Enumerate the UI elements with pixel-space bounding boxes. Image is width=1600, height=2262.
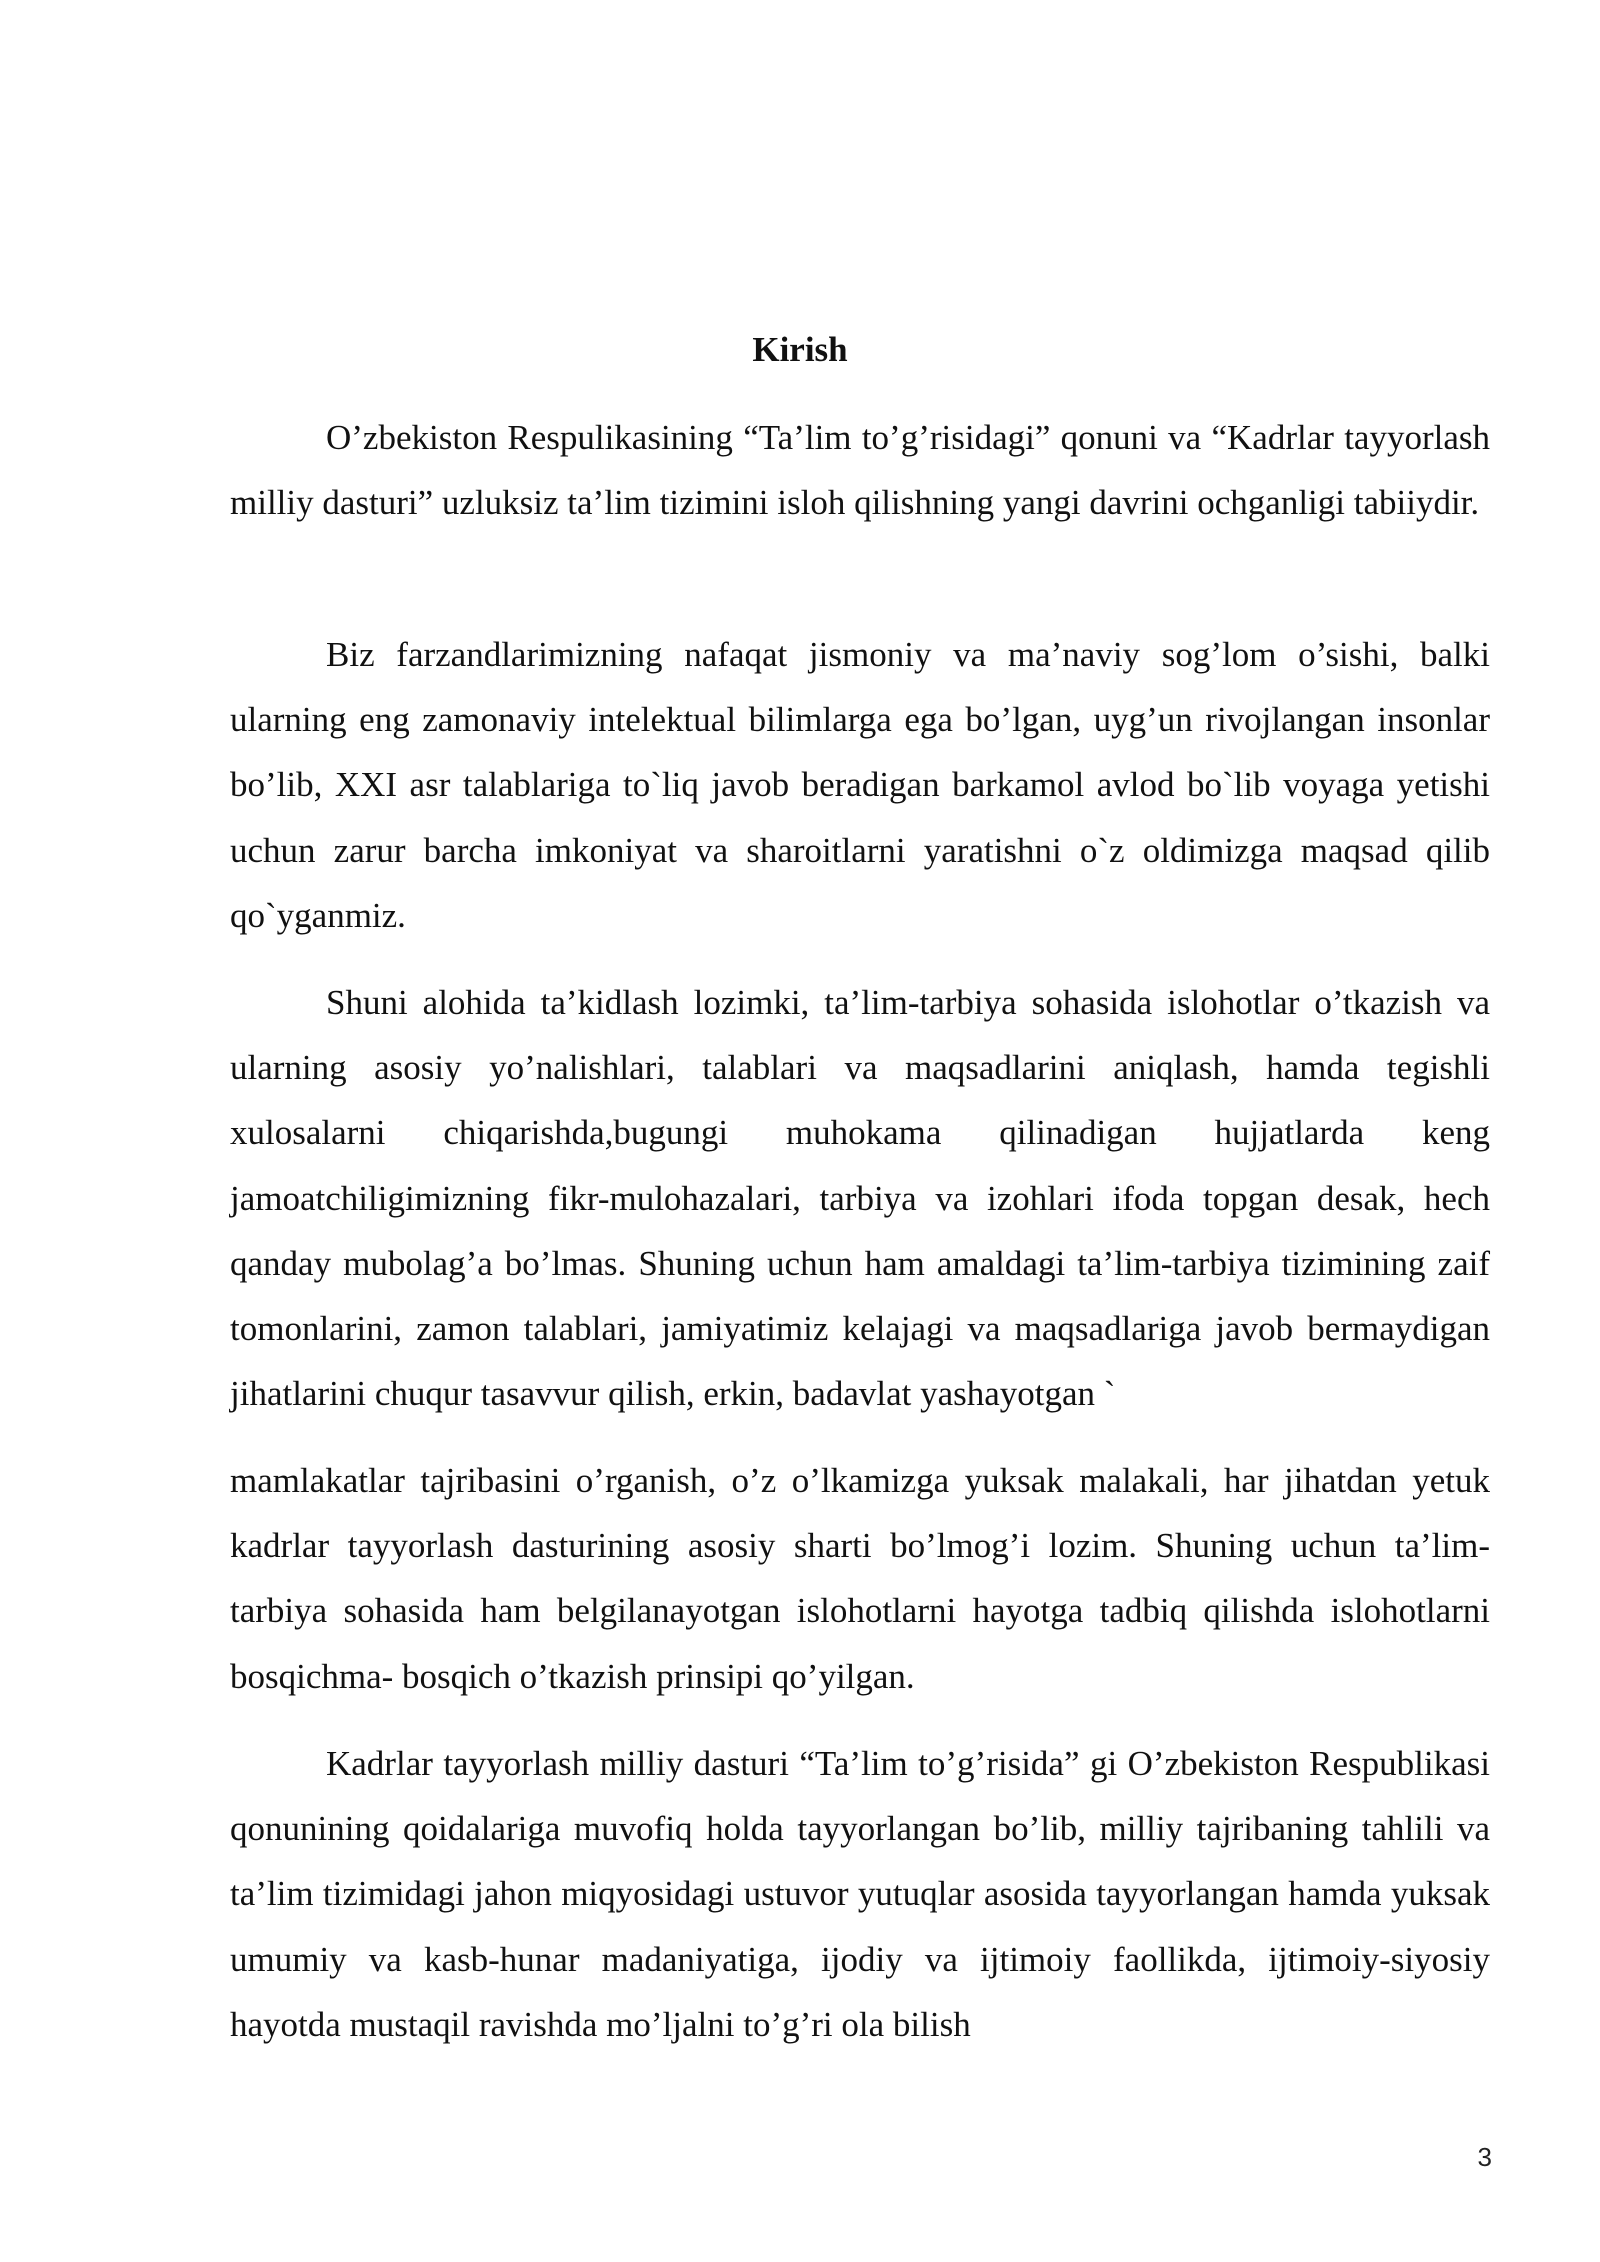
paragraph-4-continuation: mamlakatlar tajribasini o’rganish, o’z o’lkamizga yuksak malakali, har jihatdan yetuk kadrlar tayyorlash dasturining asosiy sharti bo’lmog’i lozim. Shuning uchun ta’lim-tarbiya sohasida ham belgilanayotgan islohotlarni hayotga tadbiq qilishda islohotlarni bosqichma- bosqich o’tkazish prinsipi qo’yilgan. [230,1461,1490,1696]
paragraph-5: Kadrlar tayyorlash milliy dasturi “Ta’lim to’g’risida” gi O’zbekiston Respublikasi qonunining qoidalariga muvofiq holda tayyorlangan bo’lib, milliy tajribaning tahlili va ta’lim tizimidagi jahon miqyosidagi ustuvor yutuqlar asosida tayyorlangan hamda yuksak umumiy va kasb-hunar madaniyatiga, ijodiy va ijtimoiy faollikda, ijtimoiy-siyosiy hayotda mustaqil ravishda mo’ljalni to’g’ri ola bilish [230,1744,1490,2044]
page-number: 3 [1477,2142,1492,2172]
paragraph-1: O’zbekiston Respulikasining “Ta’lim to’g’risidagi” qonuni va “Kadrlar tayyorlash milliy dasturi” uzluksiz ta’lim tizimini isloh qilishning yangi davrini ochganligi tabiiydir. [230,418,1490,523]
paragraph-3: Shuni alohida ta’kidlash lozimki, ta’lim-tarbiya sohasida islohotlar o’tkazish va ularning asosiy yo’nalishlari, talablari va maqsadlarini aniqlash, hamda tegishli xulosalarni chiqarishda,bugungi muhokama qilinadigan hujjatlarda keng jamoatchiligimizning fikr-mulohazalari, tarbiya va izohlari ifoda topgan desak, hech qanday mubolag’a bo’lmas. Shuning uchun ham amaldagi ta’lim-tarbiya tizimining zaif tomonlarini, zamon talablari, jamiyatimiz kelajagi va maqsadlariga javob bermaydigan jihatlarini chuqur tasavvur qilish, erkin, badavlat yashayotgan ` [230,983,1490,1414]
paragraph-2: Biz farzandlarimizning nafaqat jismoniy va ma’naviy sog’lom o’sishi, balki ularning eng zamonaviy intelektual bilimlarga ega bo’lgan, uyg’un rivojlangan insonlar bo’lib, XXI asr talablariga to`liq javob beradigan barkamol avlod bo`lib voyaga yetishi uchun zarur barcha imkoniyat va sharoitlarni yaratishni o`z oldimizga maqsad qilib qo`yganmiz. [230,635,1490,935]
section-title: Kirish [752,330,848,369]
